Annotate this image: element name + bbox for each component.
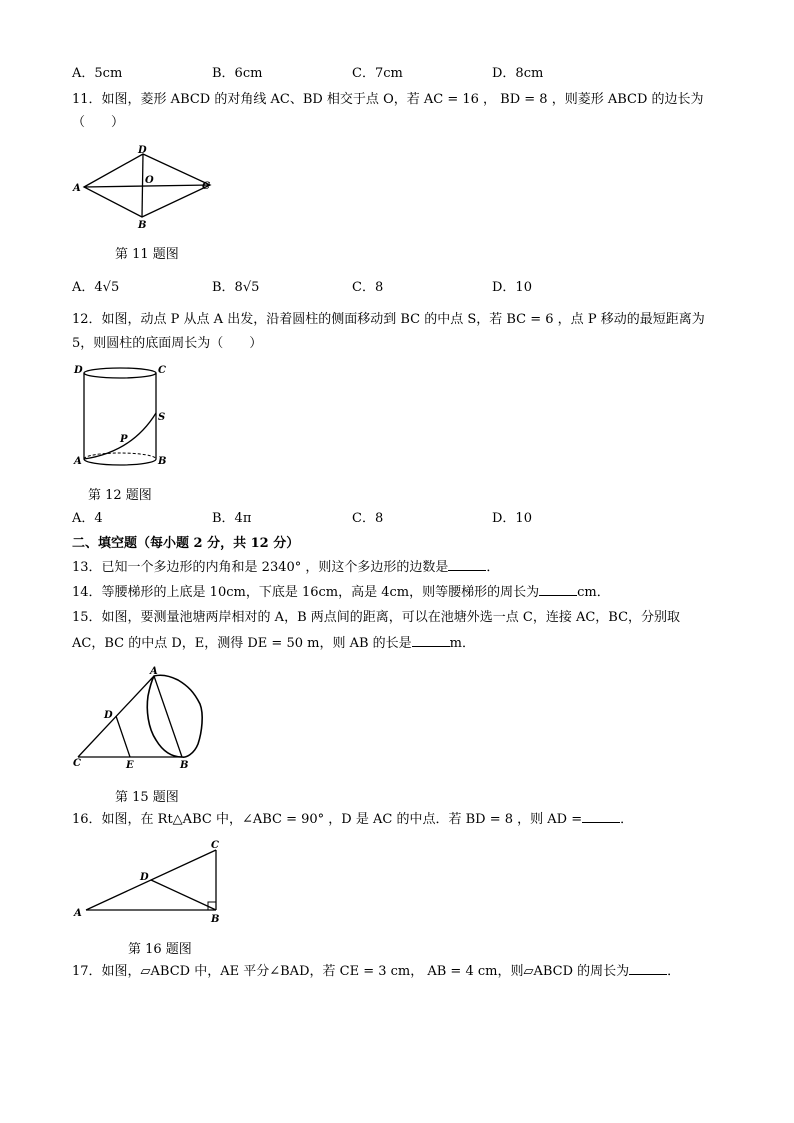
q15-pond-figure xyxy=(70,662,210,774)
q16-label-d: D xyxy=(140,872,149,883)
q15-text-after: m． xyxy=(449,636,475,651)
q11-text-line1: 11．如图，菱形 ABCD 的对角线 AC、BD 相交于点 O，若 AC = 16 ， BD = 8 ，则菱形 ABCD 的边长为 xyxy=(72,92,704,107)
q12-figure-caption: 第 12 题图 xyxy=(88,488,152,503)
q12-label-s: S xyxy=(158,412,166,423)
q12-label-d: D xyxy=(74,365,83,376)
q11-option-c: C．8 xyxy=(352,280,384,295)
q15-text-before: AC，BC 的中点 D，E，测得 DE = 50 m，则 AB 的长是 xyxy=(72,636,412,651)
q16-label-b: B xyxy=(211,914,220,925)
q16-label-a: A xyxy=(74,908,82,919)
q12-option-c: C．8 xyxy=(352,511,384,526)
q16-text-before: 16．如图，在 Rt△ABC 中，∠ABC = 90° ，D 是 AC 的中点．若 BD = 8 ，则 AD = xyxy=(72,812,583,827)
q17-text xyxy=(72,962,680,982)
q15-label-b: B xyxy=(180,760,189,771)
q10-option-a: A．5cm xyxy=(72,66,123,81)
q17-text-before: 17．如图，▱ABCD 中，AE 平分∠BAD，若 CE = 3 cm， AB = 4 cm，则▱ABCD 的周长为 xyxy=(72,964,630,979)
q14-text-after: cm． xyxy=(577,585,610,600)
q15-label-c: C xyxy=(73,758,81,769)
q16-text xyxy=(72,810,633,830)
q16-label-c: C xyxy=(211,840,219,851)
q11-text-line2: （ ） xyxy=(72,115,125,130)
q10-option-b: B．6cm xyxy=(212,66,263,81)
q17-text-after: ． xyxy=(667,964,681,979)
q15-answer-blank xyxy=(412,634,450,647)
q12-cylinder-figure xyxy=(72,360,172,472)
q16-answer-blank xyxy=(582,810,620,823)
q11-label-b: B xyxy=(138,220,147,228)
q11-label-d: D xyxy=(138,145,147,156)
q13-text-after: ． xyxy=(486,560,500,575)
q11-label-a: A xyxy=(73,183,81,194)
section2-heading: 二、填空题（每小题 2 分，共 12 分） xyxy=(72,536,300,551)
q15-text-line1: 15．如图，要测量池塘两岸相对的 A，B 两点间的距离，可以在池塘外选一点 C，连接 AC，BC，分别取 xyxy=(72,610,681,625)
q11-label-c: C xyxy=(202,181,210,192)
q12-label-a: A xyxy=(74,456,82,467)
q16-triangle-figure xyxy=(72,836,232,926)
q14-answer-blank xyxy=(539,583,577,596)
q15-label-a: A xyxy=(150,666,158,677)
q15-text-line2 xyxy=(72,634,475,654)
q10-option-d: D．8cm xyxy=(492,66,544,81)
q12-option-b: B．4π xyxy=(212,511,252,526)
q12-label-b: B xyxy=(158,456,167,467)
q15-pond-outline xyxy=(147,675,202,757)
q12-label-p: P xyxy=(120,434,128,445)
q16-text-after: ． xyxy=(620,812,634,827)
q15-label-d: D xyxy=(104,710,113,721)
q16-figure-caption: 第 16 题图 xyxy=(128,942,192,957)
q10-option-c: C．7cm xyxy=(352,66,403,81)
q14-text-before: 14．等腰梯形的上底是 10cm，下底是 16cm，高是 4cm，则等腰梯形的周长为 xyxy=(72,585,540,600)
q13-answer-blank xyxy=(448,558,486,571)
q11-option-b: B．8√5 xyxy=(212,280,260,295)
q12-option-a: A．4 xyxy=(72,511,103,526)
q15-figure-caption: 第 15 题图 xyxy=(115,790,179,805)
q11-figure-caption: 第 11 题图 xyxy=(115,247,179,262)
q12-text-line1: 12．如图，动点 P 从点 A 出发，沿着圆柱的侧面移动到 BC 的中点 S，若 BC = 6 ，点 P 移动的最短距离为 xyxy=(72,312,705,327)
q11-rhombus-figure xyxy=(70,143,220,228)
q13-text-before: 13．已知一个多边形的内角和是 2340° ，则这个多边形的边数是 xyxy=(72,560,449,575)
q15-label-e: E xyxy=(126,760,134,771)
q17-answer-blank xyxy=(629,962,667,975)
q13-text xyxy=(72,558,499,578)
q12-text-line2: 5，则圆柱的底面周长为（ ） xyxy=(72,336,263,351)
q11-option-d: D．10 xyxy=(492,280,532,295)
q12-label-c: C xyxy=(158,365,166,376)
q12-option-d: D．10 xyxy=(492,511,532,526)
q14-text xyxy=(72,583,610,603)
q11-option-a: A．4√5 xyxy=(72,280,120,295)
q11-label-o: O xyxy=(145,175,154,186)
